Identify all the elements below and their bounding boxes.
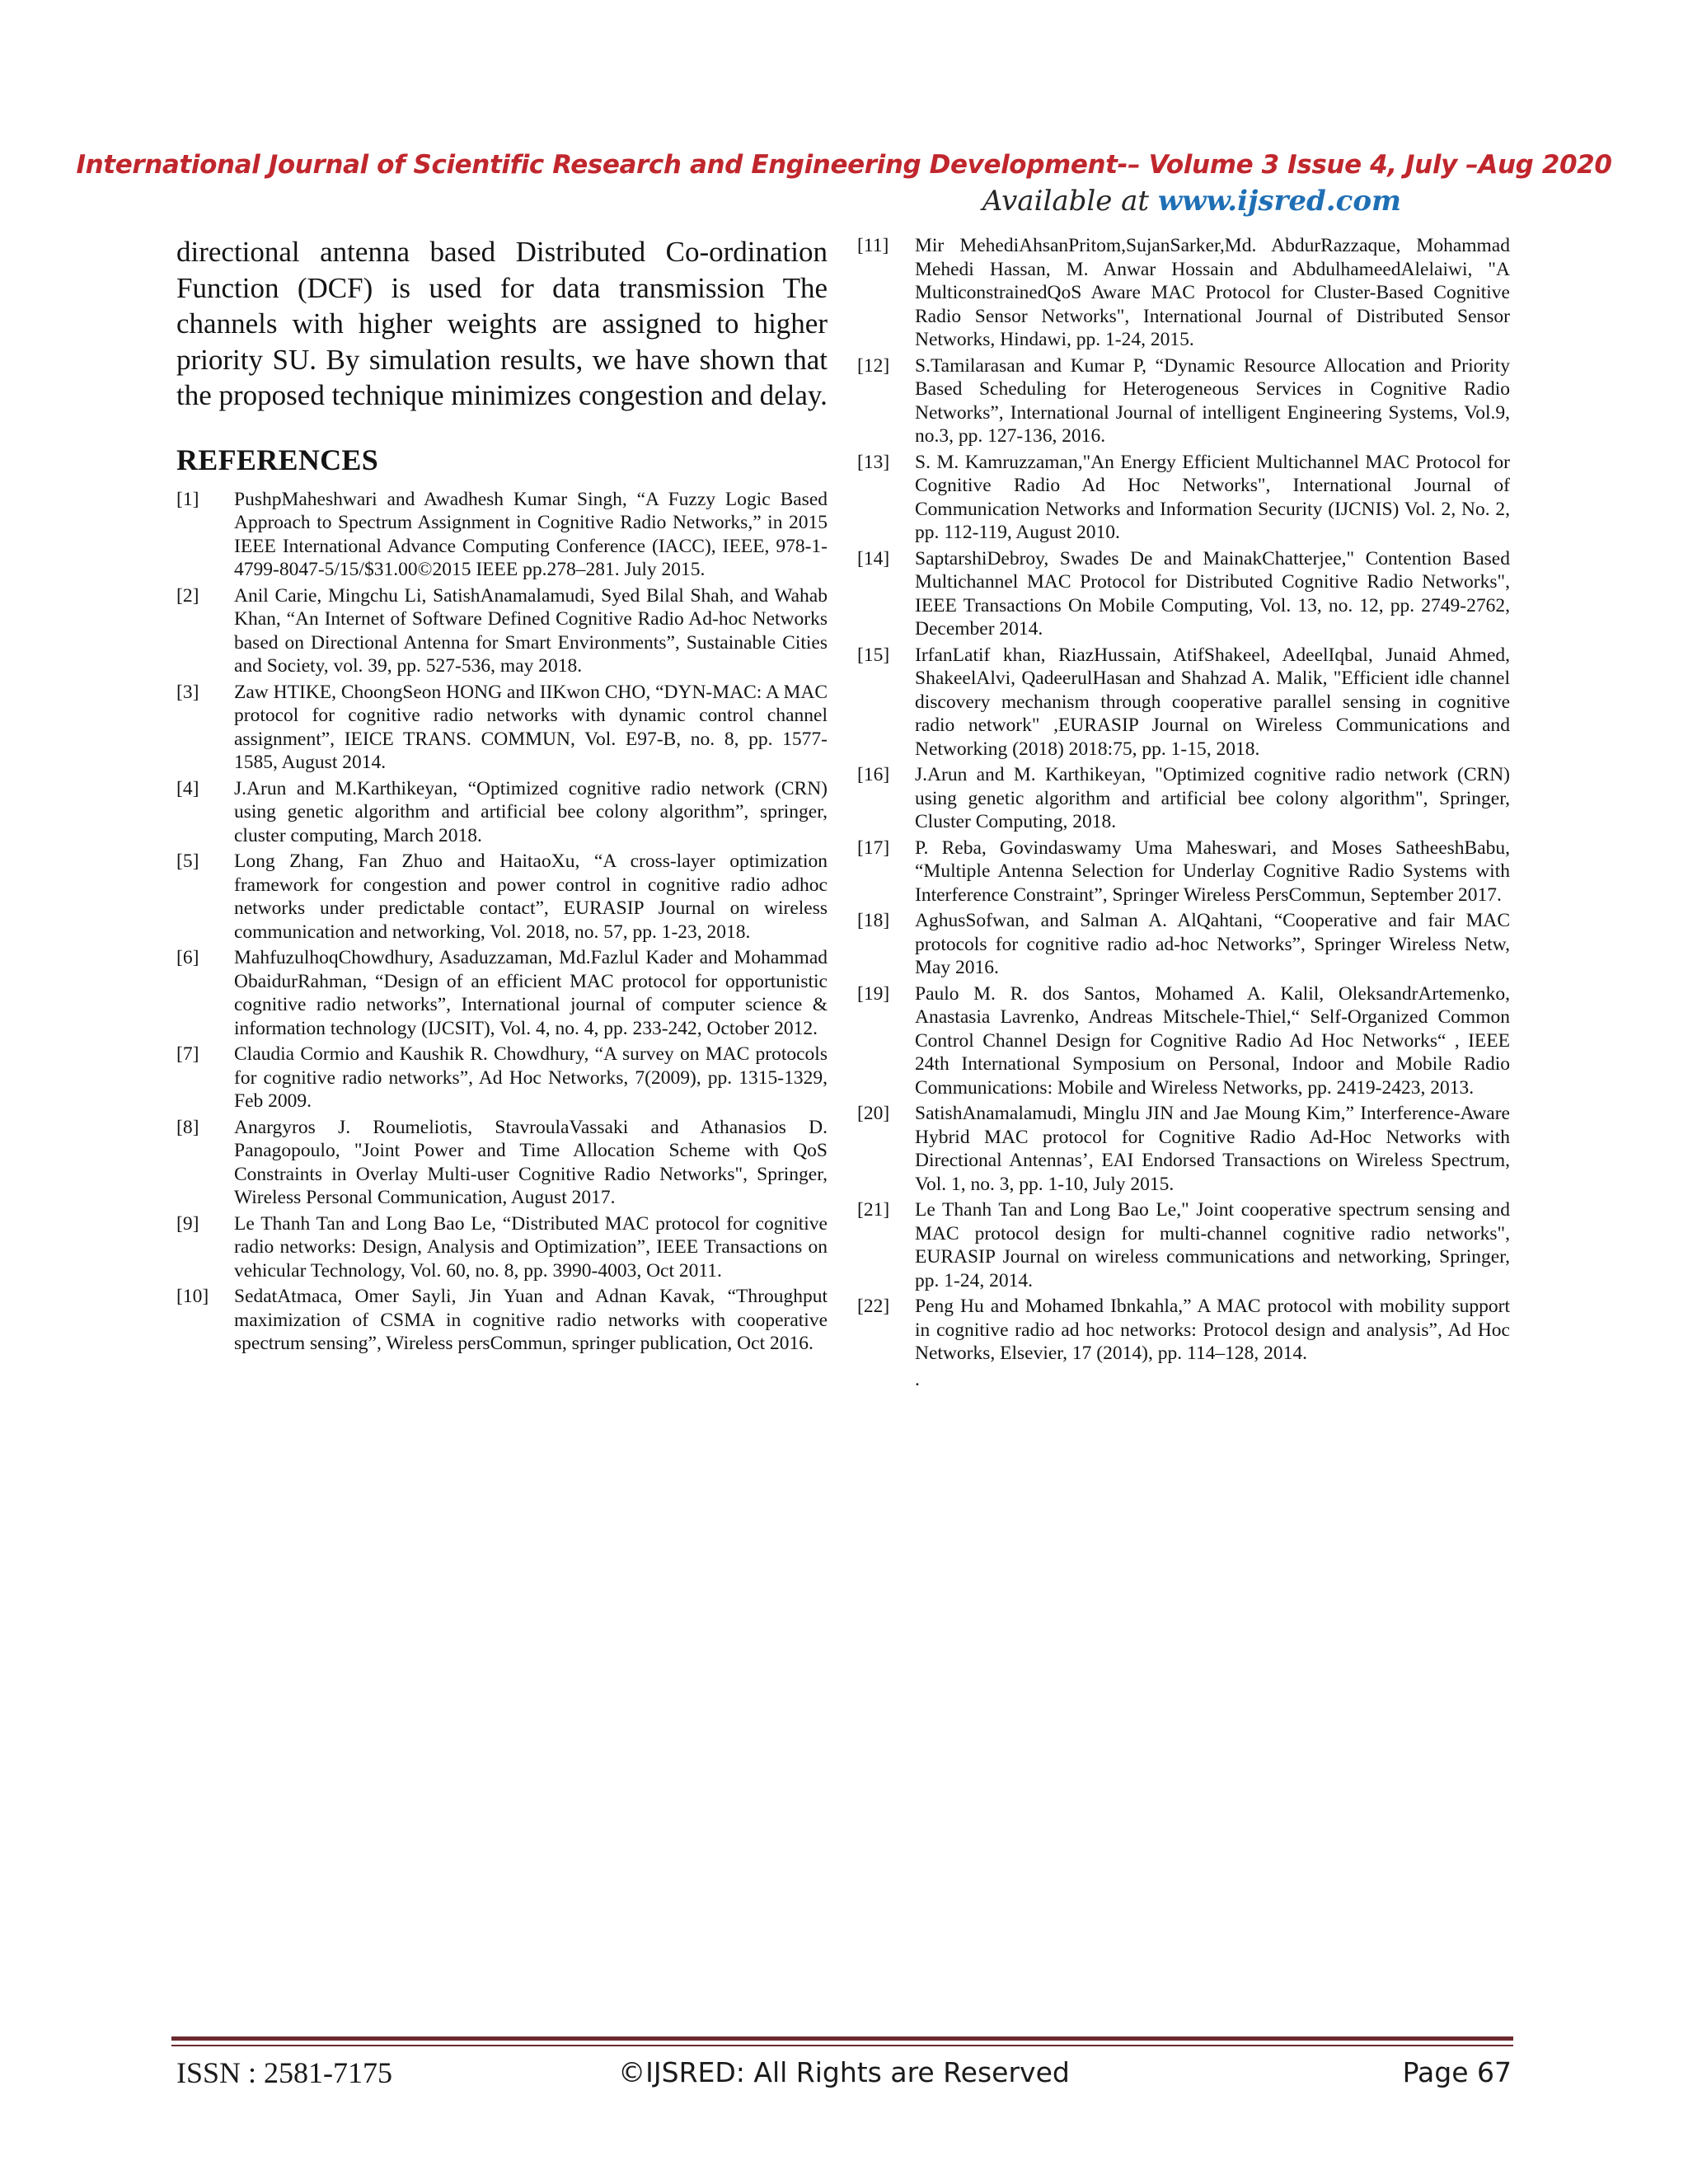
- reference-item: [857, 354, 1510, 448]
- reference-item: [857, 982, 1510, 1100]
- reference-text: J.Arun and M.Karthikeyan, “Optimized cognitive radio network (CRN) using genetic algorithm and artificial bee colony algorithm”, springer, cluster computing, March 2018.: [234, 777, 828, 846]
- reference-item: [857, 837, 1510, 907]
- reference-number: [2]: [176, 584, 199, 607]
- reference-list-right: [857, 234, 1510, 1366]
- reference-item: [857, 547, 1510, 641]
- reference-text: Zaw HTIKE, ChoongSeon HONG and IIKwon CHO, “DYN-MAC: A MAC protocol for cognitive radio networks with dynamic control channel assignment”, IEICE TRANS. COMMUN, Vol. E97-B, no. 8, pp. 1577-1585, August 2014.: [234, 681, 828, 773]
- reference-text: Peng Hu and Mohamed Ibnkahla,” A MAC protocol with mobility support in cognitive radio ad hoc networks: Protocol design and analysis”, Ad Hoc Networks, Elsevier, 17 (2014), pp. 114–128, 2014.: [915, 1296, 1510, 1364]
- reference-item: [176, 584, 828, 678]
- reference-text: Long Zhang, Fan Zhuo and HaitaoXu, “A cross-layer optimization framework for congestion and power control in cognitive radio adhoc networks under predictable contact”, EURASIP Journal on wireless communication and networking, Vol. 2018, no. 57, pp. 1-23, 2018.: [234, 851, 828, 943]
- right-column: [857, 234, 1510, 1391]
- reference-number: [15]: [857, 644, 890, 666]
- reference-text: Paulo M. R. dos Santos, Mohamed A. Kalil, OleksandrArtemenko, Anastasia Lavrenko, Andreas Mitschele-Thiel,“ Self-Organized Common Control Channel Design for Cognitive Radio Ad Hoc Networks“ , IEEE 24th International Symposium on Personal, Indoor and Mobile Radio Communications: Mobile and Wireless Networks, pp. 2419-2423, 2013.: [915, 982, 1510, 1099]
- footer-rule-thin: [171, 2045, 1513, 2046]
- reference-item: [857, 763, 1510, 834]
- reference-text: IrfanLatif khan, RiazHussain, AtifShakeel, AdeelIqbal, Junaid Ahmed, ShakeelAlvi, QadeerulHasan and Shahzad A. Malik, "Efficient idle channel discovery mechanism through cooperative parallel sensing in cognitive radio network" ,EURASIP Journal on Wireless Communications and Networking (2018) 2018:75, pp. 1-15, 2018.: [915, 644, 1510, 760]
- reference-number: [18]: [857, 910, 890, 931]
- reference-text: Le Thanh Tan and Long Bao Le, “Distributed MAC protocol for cognitive radio networks: Design, Analysis and Optimization”, IEEE Transactions on vehicular Technology, Vol. 60, no. 8, pp. 3990-4003, Oct 2011.: [234, 1212, 828, 1282]
- references-heading: REFERENCES: [176, 443, 379, 476]
- reference-item: [857, 234, 1510, 352]
- reference-text: P. Reba, Govindaswamy Uma Maheswari, and Moses SatheeshBabu, “Multiple Antenna Selection for Underlay Cognitive Radio Systems with Interference Constraint”, Springer Wireless PersCommun, September 2017.: [915, 837, 1510, 906]
- reference-number: [20]: [857, 1103, 890, 1124]
- reference-number: [17]: [857, 837, 890, 859]
- reference-text: AghusSofwan, and Salman A. AlQahtani, “Cooperative and fair MAC protocols for cognitive radio ad-hoc Networks”, Springer Wireless Netw, May 2016.: [915, 910, 1510, 978]
- reference-text: Mir MehediAhsanPritom,SujanSarker,Md. AbdurRazzaque, Mohammad Mehedi Hassan, M. Anwar Hossain and AbdulhameedAlelaiwi, "A MulticonstrainedQoS Aware MAC Protocol for Cluster-Based Cognitive Radio Sensor Networks", International Journal of Distributed Sensor Networks, Hindawi, pp. 1-24, 2015.: [915, 235, 1510, 350]
- reference-number: [22]: [857, 1296, 890, 1317]
- reference-text: Anargyros J. Roumeliotis, StavroulaVassaki and Athanasios D. Panagopoulo, "Joint Power and Time Allocation Scheme with QoS Constraints in Overlay Multi-user Cognitive Radio Networks", Springer, Wireless Personal Communication, August 2017.: [234, 1116, 828, 1208]
- reference-item: [857, 1295, 1510, 1366]
- reference-item: [857, 451, 1510, 545]
- reference-item: [176, 850, 828, 944]
- reference-item: [176, 1043, 828, 1113]
- reference-number: [3]: [176, 681, 199, 703]
- reference-number: [8]: [176, 1116, 199, 1138]
- reference-number: [19]: [857, 982, 890, 1005]
- intro-paragraph: directional antenna based Distributed Co-ordination Function (DCF) is used for data transmission The channels with higher weights are assigned to higher priority SU. By simulation results, we have shown that the proposed technique minimizes congestion and delay.: [176, 236, 828, 411]
- reference-text: S.Tamilarasan and Kumar P, “Dynamic Resource Allocation and Priority Based Scheduling for Heterogeneous Services in Cognitive Radio Networks”, International Journal of intelligent Engineering Systems, Vol.9, no.3, pp. 127-136, 2016.: [915, 354, 1510, 447]
- reference-number: [1]: [176, 488, 199, 510]
- footer-rule: [171, 2036, 1513, 2041]
- footer-copyright: ©IJSRED: All Rights are Reserved: [618, 2056, 1070, 2088]
- reference-number: [10]: [176, 1286, 209, 1307]
- reference-text: SedatAtmaca, Omer Sayli, Jin Yuan and Adnan Kavak, “Throughput maximization of CSMA in cognitive radio networks with cooperative spectrum sensing”, Wireless persCommun, springer publication, Oct 2016.: [234, 1286, 828, 1354]
- stray-period: .: [915, 1368, 920, 1390]
- reference-number: [9]: [176, 1212, 199, 1235]
- reference-text: S. M. Kamruzzaman,"An Energy Efficient Multichannel MAC Protocol for Cognitive Radio Ad Hoc Networks", International Journal of Communication Networks and Information Security (IJCNIS) Vol. 2, No. 2, pp. 112-119, August 2010.: [915, 451, 1510, 543]
- reference-item: [857, 644, 1510, 762]
- reference-text: PushpMaheshwari and Awadhesh Kumar Singh, “A Fuzzy Logic Based Approach to Spectrum Assignment in Cognitive Radio Networks,” in 2015 IEEE International Advance Computing Conference (IACC), IEEE, 978-1-4799-8047-5/15/$31.00©2015 IEEE pp.278–281. July 2015.: [234, 488, 828, 580]
- availability-line: [982, 185, 1401, 218]
- reference-number: [13]: [857, 451, 890, 473]
- reference-text: Le Thanh Tan and Long Bao Le," Joint cooperative spectrum sensing and MAC protocol design for multi-channel cognitive radio networks", EURASIP Journal on wireless communications and networking, Springer, pp. 1-24, 2014.: [915, 1199, 1510, 1291]
- reference-item: [176, 488, 828, 582]
- reference-number: [4]: [176, 777, 199, 799]
- reference-text: Claudia Cormio and Kaushik R. Chowdhury, “A survey on MAC protocols for cognitive radio networks”, Ad Hoc Networks, 7(2009), pp. 1315-1329, Feb 2009.: [234, 1043, 828, 1112]
- reference-number: [7]: [176, 1043, 199, 1065]
- reference-item: [176, 681, 828, 775]
- reference-item: [176, 1116, 828, 1210]
- reference-list-left: [176, 488, 828, 1356]
- reference-item: [857, 909, 1510, 980]
- reference-text: Anil Carie, Mingchu Li, SatishAnamalamudi, Syed Bilal Shah, and Wahab Khan, “An Internet of Software Defined Cognitive Radio Ad-hoc Networks based on Directional Antenna for Smart Environments”, Sustainable Cities and Society, vol. 39, pp. 527-536, may 2018.: [234, 584, 828, 677]
- reference-item: [176, 1212, 828, 1283]
- reference-text: MahfuzulhoqChowdhury, Asaduzzaman, Md.Fazlul Kader and Mohammad ObaidurRahman, “Design of an efficient MAC protocol for opportunistic cognitive radio networks”, International journal of computer science & information technology (IJCSIT), Vol. 4, no. 4, pp. 233-242, October 2012.: [234, 947, 828, 1039]
- reference-item: [857, 1102, 1510, 1196]
- reference-number: [16]: [857, 764, 890, 785]
- reference-number: [11]: [857, 235, 889, 256]
- footer-page-number: Page 67: [1402, 2056, 1512, 2088]
- reference-number: [5]: [176, 851, 199, 872]
- reference-number: [21]: [857, 1199, 890, 1221]
- journal-website-link[interactable]: www.ijsred.com: [1157, 185, 1401, 218]
- reference-item: [176, 777, 828, 848]
- reference-item: [176, 1285, 828, 1356]
- left-column: [176, 234, 828, 1358]
- journal-header: International Journal of Scientific Research and Engineering Development-– Volume 3 Issue 4, July –Aug 2020: [76, 150, 1612, 180]
- reference-text: SatishAnamalamudi, Minglu JIN and Jae Moung Kim,” Interference-Aware Hybrid MAC protocol for Cognitive Radio Ad-Hoc Networks with Directional Antennas’, EAI Endorsed Transactions on Wireless Spectrum, Vol. 1, no. 3, pp. 1-10, July 2015.: [915, 1103, 1510, 1195]
- reference-item: [176, 946, 828, 1040]
- reference-text: J.Arun and M. Karthikeyan, "Optimized cognitive radio network (CRN) using genetic algorithm and artificial bee colony algorithm", Springer, Cluster Computing, 2018.: [915, 764, 1510, 832]
- reference-item: [857, 1198, 1510, 1292]
- footer-issn: ISSN : 2581-7175: [176, 2056, 393, 2089]
- reference-number: [14]: [857, 547, 890, 569]
- reference-text: SaptarshiDebroy, Swades De and MainakChatterjee," Contention Based Multichannel MAC Protocol for Distributed Cognitive Radio Networks", IEEE Transactions On Mobile Computing, Vol. 13, no. 12, pp. 2749-2762, December 2014.: [915, 547, 1510, 640]
- availability-label: Available at: [982, 185, 1158, 218]
- reference-number: [6]: [176, 947, 199, 968]
- reference-number: [12]: [857, 354, 890, 377]
